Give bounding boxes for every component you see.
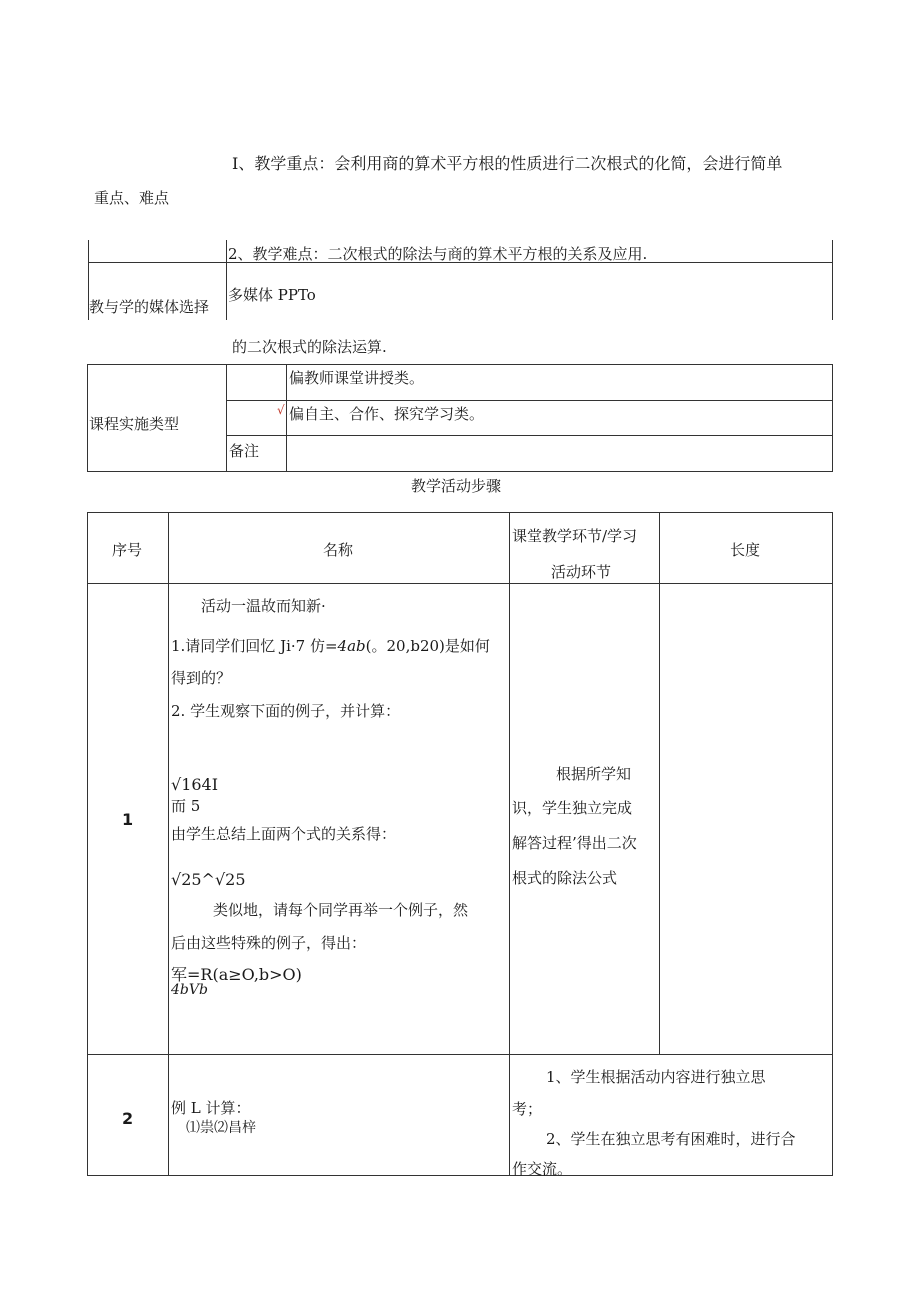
row1-example-instr-cont: 后由这些特殊的例子，得出：: [171, 934, 367, 952]
row1-formula-c: √25^√25: [171, 870, 246, 889]
row2-number: 2: [122, 1109, 134, 1128]
row1-formula-a: √164I: [171, 775, 219, 794]
row1-phase-line3: 解答过程’得出二次: [512, 834, 637, 852]
row1-phase-line1: 根据所学知: [556, 765, 632, 783]
row2-phase-line2: 考；: [512, 1100, 543, 1118]
difficulty-line: 2、教学难点：二次根式的除法与商的算术平方根的关系及应用.: [228, 245, 648, 263]
header-phase-line2: 活动环节: [551, 563, 612, 581]
row1-question-cont: 得到的？: [171, 669, 232, 687]
header-length: 长度: [730, 541, 761, 559]
row2-phase-line3: 2、学生在独立思考有困难时，进行合: [546, 1130, 796, 1148]
option-self-study: 偏自主、合作、探究学习类。: [289, 405, 485, 423]
header-phase-line1: 课堂教学环节/学习: [512, 527, 638, 545]
option-teacher-led: 偏教师课堂讲授类。: [289, 369, 425, 387]
key-point-line: I、教学重点：会利用商的算术平方根的性质进行二次根式的化简，会进行简单: [232, 154, 783, 173]
media-value: 多媒体 PPTo: [228, 286, 316, 304]
continuation-text: 的二次根式的除法运算.: [232, 338, 387, 356]
course-type-label: 课程实施类型: [89, 415, 180, 433]
row1-activity-title: 活动一温故而知新·: [201, 597, 326, 615]
row2-phase-line4: 作交流。: [512, 1160, 573, 1178]
row2-example-items: ⑴祟⑵昌梓: [186, 1120, 256, 1136]
steps-title: 教学活动步骤: [411, 477, 502, 495]
row2-example-label: 例 L 计算：: [171, 1099, 251, 1117]
header-no: 序号: [112, 541, 143, 559]
media-label: 教与学的媒体选择: [89, 298, 210, 316]
row1-result-formula: 军=R(a≥O,b>O): [171, 965, 302, 984]
row1-example-instr: 类似地，请每个同学再举一个例子，然: [213, 901, 469, 919]
row1-formula-b: 而 5: [171, 797, 201, 815]
row2-phase-line1: 1、学生根据活动内容进行独立思: [546, 1068, 766, 1086]
row1-phase-line2: 识，学生独立完成: [512, 799, 633, 817]
row1-number: 1: [122, 810, 134, 829]
top-mid-border: [226, 240, 227, 320]
row1-question: 1.请同学们回忆 Ji·7 仿=4ab(。20,b20)是如何: [171, 637, 490, 655]
row1-phase-line4: 根式的除法公式: [512, 869, 618, 887]
top-right-border: [832, 240, 833, 320]
key-difficulty-label: 重点、难点: [94, 189, 170, 207]
remark-label: 备注: [229, 442, 260, 460]
row1-observe: 2. 学生观察下面的例子，并计算：: [171, 702, 401, 720]
row1-summary: 由学生总结上面两个式的关系得：: [171, 825, 397, 843]
header-name: 名称: [323, 541, 354, 559]
row1-result-formula-b: 4bVb: [171, 982, 208, 998]
option-check-mark: √: [277, 403, 285, 417]
